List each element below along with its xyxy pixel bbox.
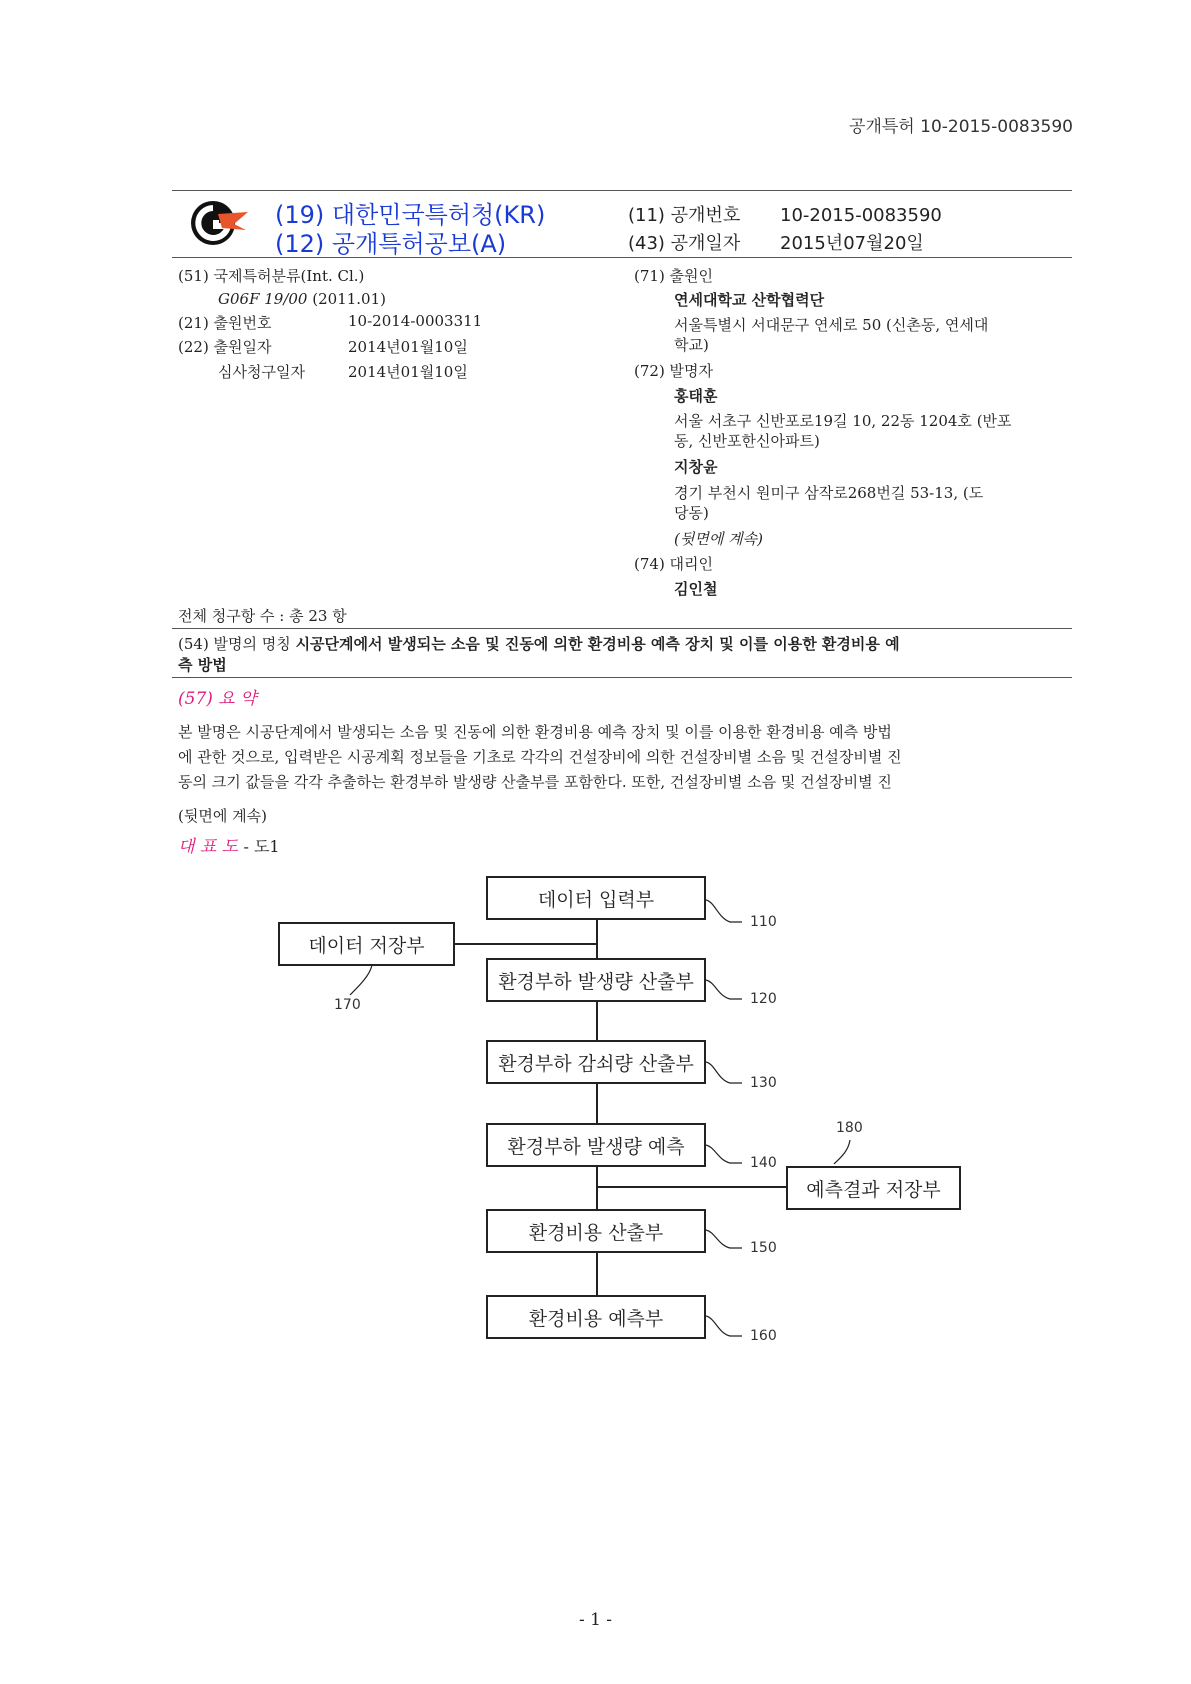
applicant-address-line1: 서울특별시 서대문구 연세로 50 (신촌동, 연세대 [674, 316, 989, 334]
publication-number-label: (11) 공개번호 [628, 205, 741, 226]
inventor-label: (72) 발명자 [634, 362, 714, 380]
publication-date-value: 2015년07월20일 [780, 233, 924, 254]
publication-number-value: 10-2015-0083590 [780, 205, 942, 226]
agent-label: (74) 대리인 [634, 555, 714, 573]
diagram-box-env-load-generation-prediction: 환경부하 발생량 예측 [486, 1123, 706, 1167]
inventor2-name: 지창윤 [674, 458, 718, 476]
publication-kind: (12) 공개특허공보(A) [275, 230, 507, 258]
inventor1-address-line1: 서울 서초구 신반포로19길 10, 22동 1204호 (반포 [674, 412, 1012, 430]
diagram-box-env-load-attenuation-calc: 환경부하 감쇠량 산출부 [486, 1040, 706, 1084]
exam-request-date-value: 2014년01월10일 [348, 363, 468, 381]
diagram-ref-160: 160 [750, 1328, 777, 1344]
diagram-box-env-cost-calc: 환경비용 산출부 [486, 1209, 706, 1253]
diagram-ref-110: 110 [750, 914, 777, 930]
diagram-box-env-load-generation-calc: 환경부하 발생량 산출부 [486, 958, 706, 1002]
inventor2-address-line1: 경기 부천시 원미구 삼작로268번길 53-13, (도 [674, 484, 984, 502]
application-date-value: 2014년01월10일 [348, 338, 468, 356]
applicant-address-line2: 학교) [674, 336, 709, 354]
diagram-ref-170: 170 [334, 997, 361, 1013]
invention-title-text: 시공단계에서 발생되는 소음 및 진동에 의한 환경비용 예측 장치 및 이를 이용한 환경비용 예 [295, 635, 900, 653]
diagram-ref-140: 140 [750, 1155, 777, 1171]
exam-request-date-label: 심사청구일자 [218, 363, 305, 381]
representative-figure-value: - 도1 [243, 837, 280, 856]
continued-note: (뒷면에 계속) [674, 530, 763, 548]
invention-title-line2: 측 방법 [178, 656, 227, 674]
inventor2-address-line2: 당동) [674, 504, 709, 522]
applicant-label: (71) 출원인 [634, 267, 714, 285]
publication-date-label: (43) 공개일자 [628, 233, 741, 254]
office-name: (19) 대한민국특허청(KR) [275, 201, 546, 229]
inventor1-name: 홍태훈 [674, 387, 718, 405]
agent-name: 김인철 [674, 580, 718, 598]
application-number-value: 10-2014-0003311 [348, 312, 483, 330]
diagram-box-env-cost-prediction: 환경비용 예측부 [486, 1295, 706, 1339]
applicant-name: 연세대학교 산학협력단 [674, 291, 825, 309]
page-number: - 1 - [578, 1610, 613, 1630]
application-date-label: (22) 출원일자 [178, 338, 272, 356]
diagram-ref-180: 180 [836, 1120, 863, 1136]
abstract-continued: (뒷면에 계속) [178, 807, 267, 825]
header-publication-number: 공개특허 10-2015-0083590 [849, 117, 1073, 137]
diagram-box-data-storage: 데이터 저장부 [278, 922, 455, 966]
claims-count: 전체 청구항 수 : 총 23 항 [178, 607, 347, 625]
abstract-line-3: 동의 크기 값들을 각각 추출하는 환경부하 발생량 산출부를 포함한다. 또한, 건설장비별 소음 및 건설장비별 진 [178, 773, 892, 791]
application-number-label: (21) 출원번호 [178, 314, 272, 332]
diagram-box-prediction-result-storage: 예측결과 저장부 [786, 1166, 961, 1210]
abstract-line-1: 본 발명은 시공단계에서 발생되는 소음 및 진동에 의한 환경비용 예측 장치 및 이를 이용한 환경비용 예측 방법 [178, 723, 892, 741]
inventor1-address-line2: 동, 신반포한신아파트) [674, 432, 820, 450]
diagram-ref-120: 120 [750, 991, 777, 1007]
abstract-heading: (57) 요 약 [178, 689, 257, 709]
diagram-ref-150: 150 [750, 1240, 777, 1256]
diagram-box-data-input: 데이터 입력부 [486, 876, 706, 920]
diagram-ref-130: 130 [750, 1075, 777, 1091]
invention-title-label: (54) 발명의 명칭 [178, 635, 291, 653]
ipc-label: (51) 국제특허분류(Int. Cl.) [178, 267, 365, 285]
abstract-line-2: 에 관한 것으로, 입력받은 시공계획 정보들을 기초로 각각의 건설장비에 의한 건설장비별 소음 및 건설장비별 진 [178, 748, 902, 766]
ipc-date: (2011.01) [312, 290, 386, 308]
representative-figure-label: 대 표 도 [178, 837, 239, 857]
ipc-code: G06F 19/00 [218, 290, 308, 308]
